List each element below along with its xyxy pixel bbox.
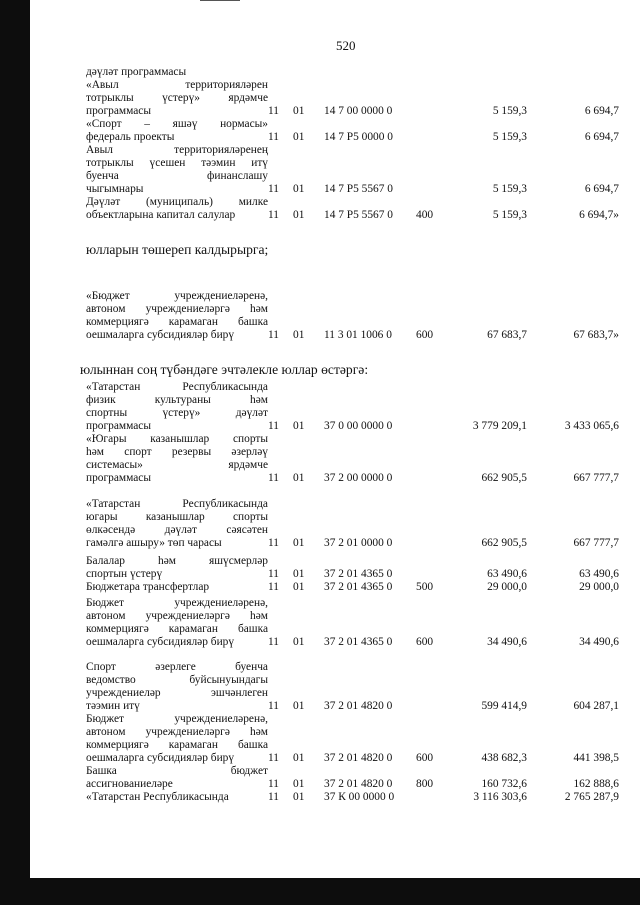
section-code: 11 [268, 581, 279, 593]
description-line: автоном учреждениеләргә һәм [86, 303, 268, 315]
target-article-code: 37 2 01 4365 0 [324, 581, 393, 593]
section-code: 11 [268, 791, 279, 803]
amount-year-1: 662 905,5 [481, 472, 527, 484]
description-line: һәм спорт резервы әзерләү [86, 446, 268, 458]
page-number: 520 [336, 38, 356, 53]
target-article-code: 37 К 00 0000 0 [324, 791, 395, 803]
section-code: 11 [268, 131, 279, 143]
description-line: оешмаларга субсидияләр бирү [86, 329, 235, 341]
row-description [86, 66, 268, 79]
description-line: федераль проекты [86, 131, 175, 143]
section-code: 11 [268, 105, 279, 117]
expense-type-code: 600 [416, 752, 434, 764]
description-line: коммерциягә карамаган башка [86, 623, 268, 635]
subsection-code: 01 [293, 778, 305, 790]
row-description [86, 381, 268, 433]
description-line: «Татарстан Республикасында [86, 791, 229, 803]
amount-year-1: 63 490,6 [487, 568, 527, 580]
description-line: «Авыл территорияләрен [86, 79, 268, 91]
section-code: 11 [268, 209, 279, 221]
target-article-code: 11 3 01 1006 0 [324, 329, 392, 341]
description-line: чыгымнары [86, 183, 144, 195]
section-code: 11 [268, 700, 279, 712]
instruction-delete-lines: юлларын төшереп калдырырга; [86, 242, 269, 257]
amount-year-2: 667 777,7 [573, 537, 619, 549]
description-line: дәүләт программасы [86, 66, 187, 78]
description-line: «Татарстан Республикасында [86, 498, 268, 510]
description-line: буенча финанслашу [86, 170, 268, 182]
table-row [0, 661, 640, 713]
description-line: гамәлгә ашыру» төп чарасы [86, 537, 222, 549]
description-line: программасы [86, 420, 152, 432]
table-row [0, 196, 640, 222]
amount-year-2: 6 694,7 [584, 183, 619, 195]
row-description [86, 791, 268, 804]
description-line: физик культураны һәм [86, 394, 268, 406]
table-row [0, 118, 640, 144]
row-description [86, 498, 268, 550]
amount-year-1: 34 490,6 [487, 636, 527, 648]
amount-year-1: 3 779 209,1 [472, 420, 527, 432]
description-line: коммерциягә карамаган башка [86, 316, 268, 328]
table-row [0, 713, 640, 765]
amount-year-1: 160 732,6 [481, 778, 527, 790]
expense-type-code: 600 [416, 636, 434, 648]
table-row [0, 144, 640, 196]
description-line: тәэмин итү [86, 700, 140, 712]
table-row [0, 498, 640, 550]
amount-year-1: 5 159,3 [492, 183, 527, 195]
subsection-code: 01 [293, 537, 305, 549]
amount-year-2: 6 694,7 [584, 131, 619, 143]
scan-mark-top [200, 0, 240, 1]
amount-year-2: 34 490,6 [579, 636, 619, 648]
amount-year-2: 604 287,1 [573, 700, 619, 712]
description-line: Бюджет учреждениеләренә, [86, 713, 268, 725]
description-line: «Югары казанышлар спорты [86, 433, 268, 445]
subsection-code: 01 [293, 700, 305, 712]
description-line: тотрыклы үсешен тәэмин итү [86, 157, 268, 169]
description-line: «Татарстан Республикасында [86, 381, 268, 393]
target-article-code: 37 2 01 4820 0 [324, 752, 393, 764]
description-line: Спорт әзерлеге буенча [86, 661, 268, 673]
description-line: Бюджет учреждениеләренә, [86, 597, 268, 609]
amount-year-2: 441 398,5 [573, 752, 619, 764]
row-description [86, 433, 268, 485]
target-article-code: 37 2 01 4820 0 [324, 700, 393, 712]
section-code: 11 [268, 778, 279, 790]
amount-year-2: 3 433 065,6 [564, 420, 619, 432]
amount-year-1: 29 000,0 [487, 581, 527, 593]
row-description [86, 144, 268, 196]
description-line: Башка бюджет [86, 765, 268, 777]
amount-year-2: 2 765 287,9 [564, 791, 619, 803]
table-row [0, 79, 640, 118]
subsection-code: 01 [293, 581, 305, 593]
description-line: Балалар һәм яшүсмерләр [86, 555, 268, 567]
section-code: 11 [268, 420, 279, 432]
row-description [86, 581, 268, 594]
subsection-code: 01 [293, 791, 305, 803]
section-code: 11 [268, 537, 279, 549]
expense-type-code: 500 [416, 581, 434, 593]
description-line: программасы [86, 472, 152, 484]
amount-year-2: 29 000,0 [579, 581, 619, 593]
target-article-code: 14 7 Р5 0000 0 [324, 131, 393, 143]
section-code: 11 [268, 636, 279, 648]
section-code: 11 [268, 752, 279, 764]
table-row [0, 765, 640, 791]
description-line: оешмаларга субсидияләр бирү [86, 752, 235, 764]
row-description [86, 196, 268, 222]
subsection-code: 01 [293, 420, 305, 432]
target-article-code: 37 2 01 4365 0 [324, 568, 393, 580]
description-line: тотрыклы үстерү» ярдәмче [86, 92, 268, 104]
row-description [86, 765, 268, 791]
subsection-code: 01 [293, 183, 305, 195]
description-line: Дәүләт (муниципаль) милке [86, 196, 268, 208]
subsection-code: 01 [293, 131, 305, 143]
row-description [86, 290, 268, 342]
expense-type-code: 400 [416, 209, 434, 221]
description-line: Авыл территорияләренең [86, 144, 268, 156]
description-line: программасы [86, 105, 152, 117]
section-code: 11 [268, 472, 279, 484]
description-line: учреждениеләр эшчәнлеген [86, 687, 268, 699]
row-description [86, 597, 268, 649]
section-code: 11 [268, 183, 279, 195]
table-row [0, 555, 640, 581]
row-description [86, 79, 268, 118]
table-row [0, 791, 640, 804]
subsection-code: 01 [293, 568, 305, 580]
amount-year-1: 5 159,3 [492, 209, 527, 221]
row-description [86, 118, 268, 144]
description-line: спортын үстерү [86, 568, 163, 580]
scan-border-bottom [0, 878, 640, 905]
table-row [0, 381, 640, 433]
amount-year-1: 599 414,9 [481, 700, 527, 712]
amount-year-2: 6 694,7 [584, 105, 619, 117]
row-description [86, 713, 268, 765]
amount-year-1: 438 682,3 [481, 752, 527, 764]
target-article-code: 14 7 00 0000 0 [324, 105, 393, 117]
amount-year-2: 63 490,6 [579, 568, 619, 580]
description-line: ассигнованиеләре [86, 778, 173, 790]
target-article-code: 37 2 01 4820 0 [324, 778, 393, 790]
subsection-code: 01 [293, 636, 305, 648]
instruction-add-lines: юлыннан соң түбәндәге эчтәлекле юллар өстәргә: [80, 362, 369, 377]
amount-year-1: 5 159,3 [492, 105, 527, 117]
subsection-code: 01 [293, 105, 305, 117]
target-article-code: 14 7 Р5 5567 0 [324, 209, 393, 221]
row-description [86, 661, 268, 713]
section-code: 11 [268, 568, 279, 580]
amount-year-2: 162 888,6 [573, 778, 619, 790]
amount-year-1: 662 905,5 [481, 537, 527, 549]
description-line: автоном учреждениеләргә һәм [86, 726, 268, 738]
target-article-code: 37 2 01 4365 0 [324, 636, 393, 648]
description-line: системасы» ярдәмче [86, 459, 268, 471]
amount-year-1: 5 159,3 [492, 131, 527, 143]
description-line: коммерциягә карамаган башка [86, 739, 268, 751]
description-line: объектларына капитал салулар [86, 209, 236, 221]
subsection-code: 01 [293, 209, 305, 221]
description-line: өлкәсендә дәүләт сәясәтен [86, 524, 268, 536]
table-row [0, 581, 640, 594]
target-article-code: 37 2 01 0000 0 [324, 537, 393, 549]
table-row [0, 66, 640, 79]
amount-year-2: 667 777,7 [573, 472, 619, 484]
description-line: ведомство буйсынуындагы [86, 674, 268, 686]
description-line: спортны үстерү» дәүләт [86, 407, 268, 419]
amount-year-2: 6 694,7» [579, 209, 619, 221]
expense-type-code: 600 [416, 329, 434, 341]
amount-year-2: 67 683,7» [573, 329, 619, 341]
subsection-code: 01 [293, 752, 305, 764]
expense-type-code: 800 [416, 778, 434, 790]
amount-year-1: 3 116 303,6 [473, 791, 527, 803]
section-code: 11 [268, 329, 279, 341]
subsection-code: 01 [293, 472, 305, 484]
row-description [86, 555, 268, 581]
description-line: оешмаларга субсидияләр бирү [86, 636, 235, 648]
amount-year-1: 67 683,7 [487, 329, 527, 341]
description-line: Бюджетара трансфертлар [86, 581, 210, 593]
description-line: автоном учреждениеләргә һәм [86, 610, 268, 622]
table-row [0, 597, 640, 649]
table-row [0, 433, 640, 485]
subsection-code: 01 [293, 329, 305, 341]
target-article-code: 14 7 Р5 5567 0 [324, 183, 393, 195]
table-row [0, 290, 640, 342]
description-line: «Спорт – яшәү нормасы» [86, 118, 268, 130]
description-line: югары казанышлар спорты [86, 511, 268, 523]
target-article-code: 37 2 00 0000 0 [324, 472, 393, 484]
target-article-code: 37 0 00 0000 0 [324, 420, 393, 432]
description-line: «Бюджет учреждениеләренә, [86, 290, 268, 302]
